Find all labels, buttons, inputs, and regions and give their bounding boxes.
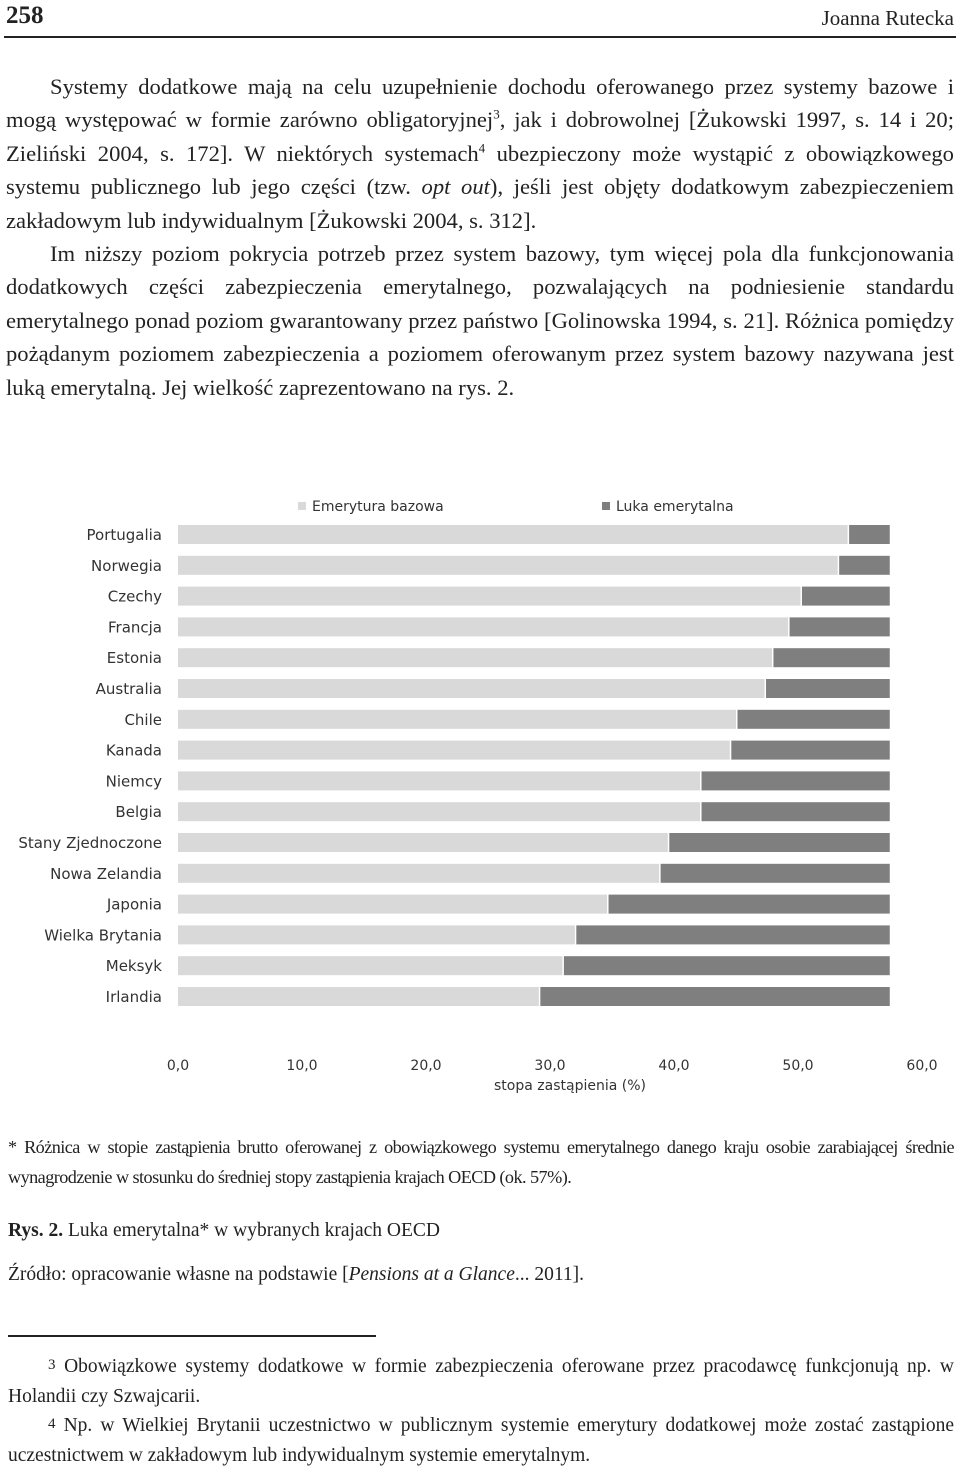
bar-gap-0 [849,525,890,544]
category-label-10: Stany Zjednoczone [18,834,162,852]
bar-gap-13 [576,925,889,944]
bar-gap-4 [773,648,889,667]
bar-base-1 [178,556,838,575]
footnote-4: $^4$ Np. w Wielkiej Brytanii uczestnictwo w publicznym systemie emerytury dodatkowej może zostać zastąpione uczestnictwem w zakładowym lub indywidualnym systemie emerytalnym. [8,1415,954,1466]
bar-gap-11 [661,864,890,883]
bar-base-15 [178,987,539,1006]
category-label-0: Portugalia [86,526,162,544]
bar-base-3 [178,617,788,636]
category-label-12: Japonia [106,895,162,914]
bar-base-5 [178,679,765,698]
paragraph-1: Systemy dodatkowe mają na celu uzupełnienie dochodu oferowanego przez systemy bazowe i mogą występować w formie zarówno obligatoryjnej$^3$, jak i dobrowolnej [Żukowski 1997, s. 14 i 20; Zieliński 2004, s. 172]. W niektórych systemach$^4$ ubezpieczony może wystąpić z obowiązkowego systemu publicznego lub jego części (tzw. opt out), jeśli jest objęty dodatkowym zabezpieczeniem zakładowym lub indywidualnym [Żukowski 2004, s. 312]. [6,74,954,233]
pension-gap-chart [0,490,960,1110]
bar-gap-1 [839,556,890,575]
bar-base-8 [178,771,700,790]
category-label-2: Czechy [107,587,162,606]
bar-gap-15 [540,987,889,1006]
bar-gap-14 [564,956,890,975]
bar-gap-6 [738,710,890,729]
page-number: 258 [6,2,44,29]
bar-gap-7 [731,741,889,760]
bar-gap-9 [702,802,890,821]
bar-gap-3 [790,617,890,636]
bar-base-11 [178,864,659,883]
category-label-1: Norwegia [91,556,162,575]
category-label-9: Belgia [115,803,162,822]
figure-caption: Rys. 2. Luka emerytalna* w wybranych krajach OECD [8,1220,440,1241]
bar-gap-12 [609,895,890,914]
chart-footnote: * Różnica w stopie zastąpienia brutto oferowanej z obowiązkowego systemu emerytalnego danego kraju osobie zarabiającej średnie wynagrodzenie w stosunku do średniej stopy zastąpienia krajach OECD (ok. 57%). [8,1137,954,1187]
figure-source: Źródło: opracowanie własne na podstawie [Pensions at a Glance... 2011]. [8,1264,585,1285]
category-label-7: Kanada [105,741,162,760]
x-axis-label: stopa zastąpienia (%) [494,1078,646,1094]
bar-base-4 [178,648,772,667]
bar-base-7 [178,741,730,760]
bar-base-12 [178,895,607,914]
x-tick-label-6: 60,0 [906,1058,938,1074]
bar-gap-5 [766,679,890,698]
footnote-separator [8,1335,376,1337]
category-label-3: Francja [107,618,162,637]
paragraph-2: Im niższy poziom pokrycia potrzeb przez system bazowy, tym więcej pola dla funkcjonowania dodatkowych części zabezpieczenia emerytalnego, pozwalających na podniesienie standardu emerytalnego ponad poziom gwarantowany przez państwo [Golinowska 1994, s. 21]. Różnica pomiędzy pożądanym poziomem zabezpieczenia a poziomem oferowanym przez system bazowy nazywana jest luką emerytalną. Jej wielkość zaprezentowano na rys. 2. [6,241,954,400]
category-label-15: Irlandia [105,988,162,1006]
bar-gap-8 [702,771,890,790]
x-tick-label-0: 0,0 [166,1058,190,1074]
bar-gap-2 [802,587,890,606]
category-label-4: Estonia [106,649,162,668]
bar-base-9 [178,802,700,821]
chart-svg [0,490,960,1110]
bar-gap-10 [669,833,889,852]
bar-base-2 [178,587,800,606]
legend-swatch-1 [602,502,610,510]
category-label-5: Australia [95,680,162,698]
legend-label-0: Emerytura bazowa [312,499,444,515]
footnote-ref-4[interactable]: 4 [478,140,486,156]
legend-swatch-0 [298,502,306,510]
category-label-13: Wielka Brytania [44,926,162,945]
legend-label-1: Luka emerytalna [616,499,734,515]
bar-base-13 [178,925,575,944]
x-tick-label-4: 40,0 [658,1058,690,1074]
page-header [4,0,956,38]
category-label-8: Niemcy [105,772,162,791]
footnote-3: $^3$ Obowiązkowe systemy dodatkowe w formie zabezpieczenia oferowane przez pracodawcę funkcjonują np. w Holandii czy Szwajcarii. [8,1356,954,1407]
footnote-ref-3[interactable]: 3 [493,106,500,122]
category-label-11: Nowa Zelandia [50,864,162,883]
category-label-6: Chile [124,710,162,729]
x-tick-label-1: 10,0 [286,1058,318,1074]
x-tick-label-2: 20,0 [410,1058,442,1074]
category-label-14: Meksyk [105,957,162,976]
bar-base-0 [178,525,848,544]
x-tick-label-3: 30,0 [534,1058,566,1074]
body-text [6,70,954,404]
figure-label: Rys. 2. [8,1220,64,1241]
bar-base-14 [178,956,562,975]
running-head-author: Joanna Rutecka [821,6,954,30]
x-tick-label-5: 50,0 [782,1058,814,1074]
bar-base-10 [178,833,668,852]
bar-base-6 [178,710,736,729]
